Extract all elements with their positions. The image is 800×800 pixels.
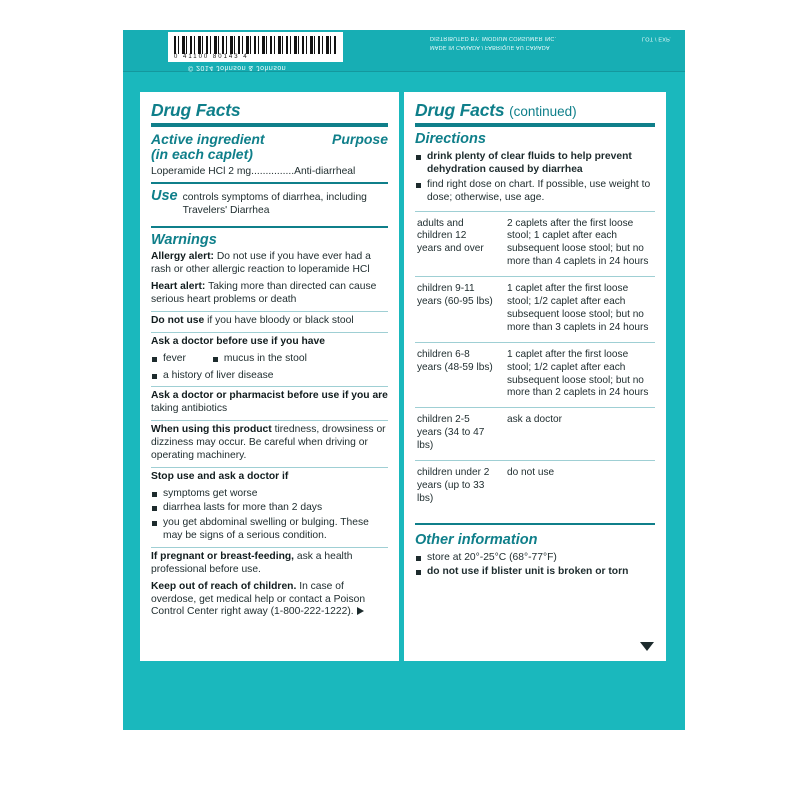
keep-out-of-reach (151, 581, 388, 620)
when-using-label: When using this product (151, 424, 272, 436)
table-row (415, 408, 655, 461)
dose-value-under-2: do not use (499, 461, 655, 513)
table-row (415, 277, 655, 343)
active-ingredient-heading (151, 132, 265, 163)
allergy-alert-label: Allergy alert: (151, 250, 214, 262)
flap-copyright: © 2014 Johnson & Johnson (188, 64, 287, 71)
heart-alert-label: Heart alert: (151, 280, 206, 292)
dose-value-adults: 2 caplets after the first loose stool; 1 caplet after each subsequent loose stool; but no more than 4 caplets in 24 hours (499, 211, 655, 277)
ask-doctor (151, 336, 388, 349)
warnings-heading: Warnings (151, 231, 217, 248)
ask-doctor-item-fever: fever (151, 352, 186, 365)
rule-under-active-ingredient (151, 182, 388, 184)
ask-pharmacist (151, 390, 388, 416)
other-information-list (415, 551, 655, 579)
ask-doctor-label: Ask a doctor before use if you have (151, 335, 325, 347)
flap-text-left: MADE IN CANADA / FABRIQUE AU CANADA DISTRIBUTED BY: IMODIUM CONSUMER INC. (430, 35, 557, 51)
barcode-number: 0 41100 80143 4 (174, 54, 249, 60)
continue-arrow-icon (357, 607, 364, 615)
ask-doctor-list-row2 (151, 369, 388, 382)
ask-doctor-list-row1 (151, 352, 388, 366)
rule-under-title (151, 123, 388, 127)
when-using-product (151, 424, 388, 463)
pregnant-label: If pregnant or breast-feeding, (151, 550, 295, 562)
leader-dots: ............... (251, 165, 295, 177)
directions-item-fluids-text: drink plenty of clear fluids to help prevent dehydration caused by diarrhea (427, 151, 632, 176)
active-ingredient-heading-line1: Active ingredient (151, 131, 265, 147)
do-not-use-text: if you have bloody or black stool (207, 314, 354, 326)
when-using-text: tiredness, drowsiness or dizziness may occur. Be careful when driving or operating machinery. (151, 424, 386, 462)
purpose-heading: Purpose (331, 131, 388, 147)
continue-down-arrow-icon (640, 642, 654, 651)
stop-use-list (151, 487, 388, 543)
directions-heading: Directions (415, 131, 486, 147)
barcode-bars (174, 36, 337, 54)
dose-age-adults: adults and children 12 years and over (415, 211, 499, 277)
rule-2 (151, 332, 388, 333)
flap-text-right: LOT / EXP. (641, 35, 671, 42)
allergy-alert-text: Do not use if you have ever had a rash or other allergic reaction to loperamide HCl (151, 250, 371, 275)
flap-seam (123, 71, 685, 72)
rule-4 (151, 420, 388, 421)
do-not-use-label: Do not use (151, 314, 205, 326)
stop-use-label: Stop use and ask a doctor if (151, 471, 289, 483)
ask-doctor-item-liver: a history of liver disease (151, 369, 388, 382)
dosing-table (415, 211, 655, 513)
use-section (151, 188, 388, 218)
rule-3 (151, 386, 388, 387)
other-information-heading: Other information (415, 531, 538, 548)
keep-out-label: Keep out of reach of children. (151, 580, 297, 592)
ask-doctor-item-mucus: mucus in the stool (212, 352, 307, 365)
rule-6 (151, 547, 388, 548)
active-ingredient-line (151, 166, 388, 177)
stop-use-item-worse: symptoms get worse (151, 487, 388, 500)
directions-item-chart: find right dose on chart. If possible, use weight to dose; otherwise, use age. (415, 178, 655, 205)
stop-use (151, 471, 388, 484)
other-info-item-blister-text: do not use if blister unit is broken or torn (427, 566, 629, 578)
do-not-use (151, 315, 388, 328)
directions-item-fluids (415, 150, 655, 177)
table-row (415, 461, 655, 513)
purpose-value: Anti-diarrheal (294, 165, 356, 177)
rule-under-use (151, 226, 388, 228)
ingredient-name: Loperamide HCl 2 mg (151, 165, 252, 177)
heart-alert-text: Taking more than directed can cause serious heart problems or death (151, 280, 377, 305)
dose-value-9-11: 1 caplet after the first loose stool; 1/2 caplet after each subsequent loose stool; but no more than 3 caplets in 24 hours (499, 277, 655, 343)
keep-out-text: In case of overdose, get medical help or contact a Poison Control Center right away (1-800-222-1222). (151, 580, 366, 618)
drug-facts-title: Drug Facts (151, 100, 241, 120)
drug-facts-title-continued (415, 100, 655, 121)
barcode (168, 32, 343, 62)
other-info-item-blister (415, 565, 655, 578)
table-row (415, 211, 655, 277)
rule-1 (151, 311, 388, 312)
drug-facts-right-panel (404, 92, 666, 661)
ask-pharmacist-label: Ask a doctor or pharmacist before use if you are (151, 390, 388, 402)
active-ingredient-heading-line2: (in each caplet) (151, 146, 253, 163)
use-text: controls symptoms of diarrhea, including Travelers' Diarrhea (182, 191, 367, 216)
table-row (415, 342, 655, 408)
dose-value-2-5: ask a doctor (499, 408, 655, 461)
allergy-alert (151, 251, 388, 277)
pregnant-breastfeeding (151, 551, 388, 577)
active-ingredient-header-row (151, 131, 388, 163)
heart-alert (151, 281, 388, 307)
stop-use-item-swelling: you get abdominal swelling or bulging. These may be signs of a serious condition. (151, 516, 388, 543)
other-info-item-storage: store at 20°-25°C (68°-77°F) (415, 551, 655, 564)
dose-age-6-8: children 6-8 years (48-59 lbs) (415, 342, 499, 408)
rule-above-other-info (415, 523, 655, 525)
dose-age-under-2: children under 2 years (up to 33 lbs) (415, 461, 499, 513)
dose-age-2-5: children 2-5 years (34 to 47 lbs) (415, 408, 499, 461)
drug-facts-left-panel (140, 92, 399, 661)
continued-label: (continued) (509, 104, 577, 119)
drug-facts-title-right: Drug Facts (415, 100, 505, 120)
dose-age-9-11: children 9-11 years (60-95 lbs) (415, 277, 499, 343)
directions-list (415, 150, 655, 205)
ask-pharmacist-text: taking antibiotics (151, 403, 228, 415)
stop-use-item-2days: diarrhea lasts for more than 2 days (151, 501, 388, 514)
use-label: Use (151, 187, 178, 204)
rule-under-title-right (415, 123, 655, 127)
pregnant-text: ask a health professional before use. (151, 550, 353, 575)
rule-5 (151, 467, 388, 468)
dose-value-6-8: 1 caplet after the first loose stool; 1/2 caplet after each subsequent loose stool; but no more than 2 caplets in 24 hours (499, 342, 655, 408)
